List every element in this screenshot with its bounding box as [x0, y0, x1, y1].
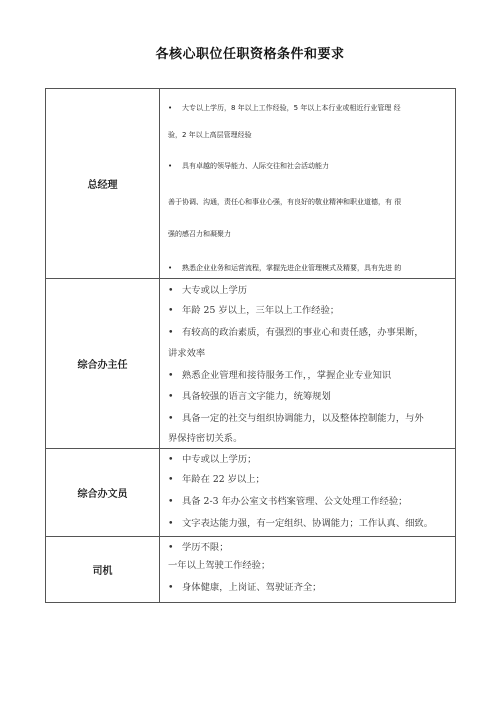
role-cell: 综合办文员: [46, 449, 160, 537]
list-item-text: 讲求效率: [168, 348, 206, 359]
list-item-text: 大专或以上学历: [182, 285, 248, 296]
requirements-cell: [160, 279, 456, 449]
list-item-text: 年龄 25 岁以上，三年以上工作经验；: [182, 305, 340, 316]
list-item: [168, 345, 205, 359]
bullet-icon: •: [168, 454, 174, 465]
bullet-icon: •: [168, 305, 174, 316]
list-item-text: 具备较强的语言文字能力，统筹规划: [182, 391, 331, 402]
requirements-cell: [160, 537, 456, 603]
list-item: [168, 130, 252, 140]
list-item-text: 熟悉企业管理和接待服务工作，，掌握企业专业知识: [182, 370, 392, 381]
list-item: [168, 471, 265, 485]
list-item-text: 具备 2-3 年办公室文书档案管理、公文处理工作经验；: [182, 496, 408, 507]
list-item: [168, 302, 339, 316]
bullet-icon: •: [168, 542, 174, 553]
bullet-icon: •: [168, 518, 174, 529]
list-item-text: 验，2 年以上高层管理经验: [168, 131, 252, 139]
list-item-text: 中专或以上学历；: [182, 454, 257, 465]
list-item-text: 有较高的政治素质，有强烈的事业心和责任感，办事果断，: [182, 327, 424, 338]
list-item: [168, 103, 401, 113]
list-item: [168, 539, 229, 553]
list-item: [168, 263, 401, 273]
list-item: [168, 282, 247, 296]
bullet-icon: •: [168, 285, 174, 296]
role-cell: 总经理: [46, 89, 160, 279]
list-item-text: 学历不限；: [182, 542, 229, 553]
requirements-table: [45, 88, 456, 603]
list-item: [168, 451, 256, 465]
list-item: [168, 229, 231, 239]
list-item: [168, 430, 242, 444]
bullet-icon: •: [168, 104, 173, 112]
list-item-text: 界保持密切关系。: [168, 433, 243, 444]
list-item-text: 强的感召力和凝聚力: [168, 230, 231, 238]
bullet-icon: •: [168, 370, 174, 381]
page-title: 各核心职位任职资格条件和要求: [155, 47, 345, 62]
list-item-text: 善于协调、沟通，责任心和事业心强，有良好的敬业精神和职业道德，有 很: [168, 198, 402, 206]
list-item: [168, 388, 331, 402]
list-item-text: 文字表达能力强，有一定组织、协调能力；工作认真、细致。: [182, 518, 434, 529]
list-item: [168, 579, 321, 593]
table-row: [46, 449, 456, 537]
list-item-text: 具有卓越的领导能力、人际交往和社会活动能力: [182, 162, 329, 170]
requirements-cell: [160, 449, 456, 537]
bullet-icon: •: [168, 162, 173, 170]
list-item: [168, 367, 391, 381]
list-item-text: 具备一定的社交与组织协调能力，以及整体控制能力，与外: [182, 413, 424, 424]
bullet-icon: •: [168, 327, 174, 338]
list-item: [168, 197, 401, 207]
bullet-icon: •: [168, 496, 174, 507]
table-row: [46, 537, 456, 603]
list-item: [168, 161, 329, 171]
list-item-text: 身体健康，上岗证、驾驶证齐全；: [182, 582, 322, 593]
role-cell: 综合办主任: [46, 279, 160, 449]
list-item: [168, 557, 270, 571]
bullet-icon: •: [168, 391, 174, 402]
list-item: [168, 493, 407, 507]
table-row: [46, 279, 456, 449]
bullet-icon: •: [168, 413, 174, 424]
bullet-icon: •: [168, 264, 173, 272]
role-cell: 司机: [46, 537, 160, 603]
requirements-cell: [160, 89, 456, 279]
list-item: [168, 324, 424, 338]
bullet-icon: •: [168, 582, 174, 593]
list-item-text: 熟悉企业业务和运营流程，掌握先进企业管理模式及精要，具有先进 的: [182, 264, 402, 272]
list-item: [168, 410, 424, 424]
list-item: [168, 515, 433, 529]
list-item-text: 一年以上驾驶工作经验；: [168, 560, 271, 571]
list-item-text: 年龄在 22 岁以上；: [182, 474, 265, 485]
bullet-icon: •: [168, 474, 174, 485]
list-item-text: 大专以上学历，8 年以上工作经验，5 年以上本行业或相近行业管理 经: [182, 104, 401, 112]
table-row: [46, 89, 456, 279]
